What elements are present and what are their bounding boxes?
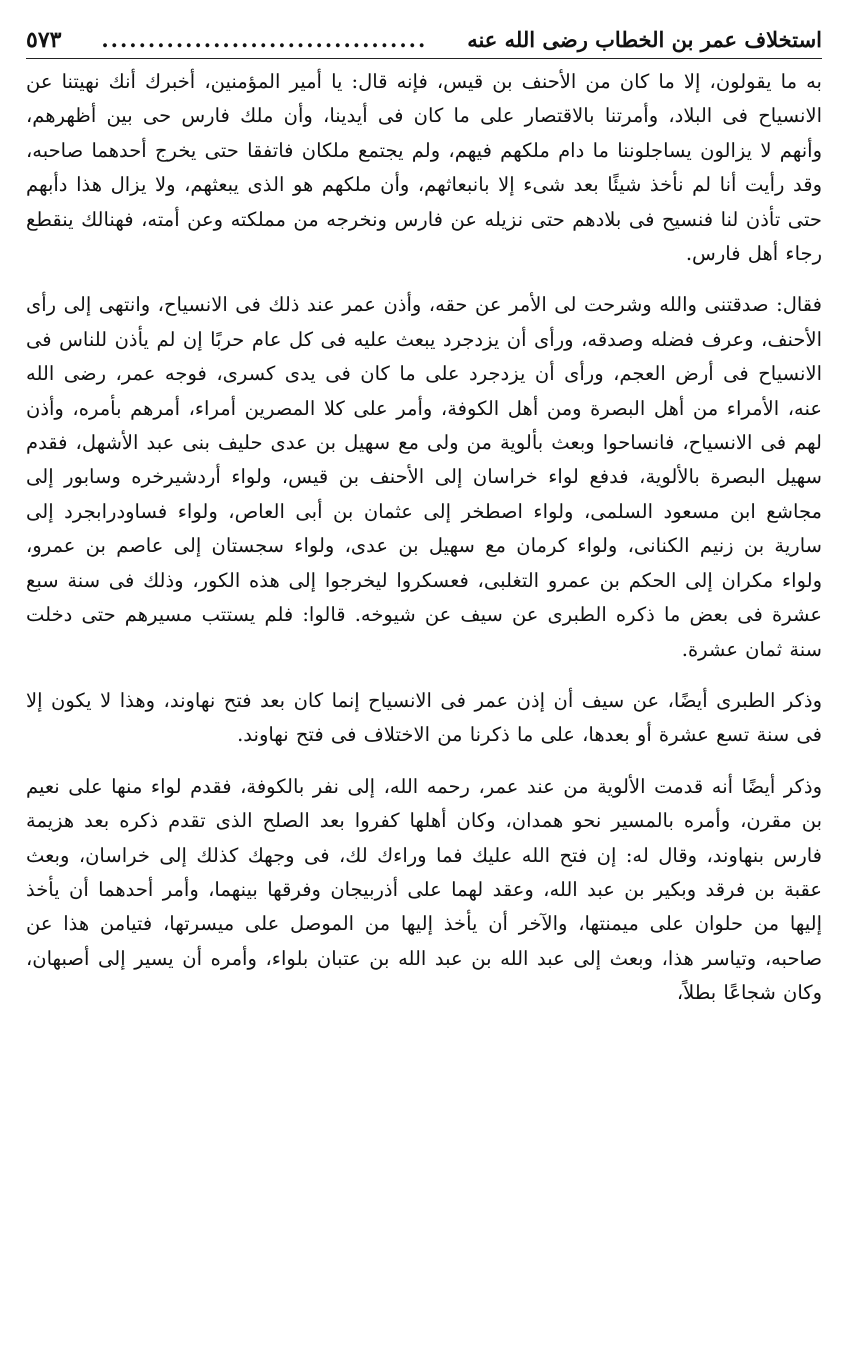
- header-dot-leader: ...................................: [101, 27, 428, 52]
- body-text: [26, 65, 822, 1011]
- paragraph-3: وذكر الطبرى أيضًا، عن سيف أن إذن عمر فى الانسياح إنما كان بعد فتح نهاوند، وهذا لا يكون إلا فى سنة تسع عشرة أو بعدها، على ما ذكرنا من الاختلاف فى فتح نهاوند.: [26, 688, 822, 747]
- book-page: [26, 24, 822, 1028]
- running-header: [26, 24, 822, 59]
- chapter-title: استخلاف عمر بن الخطاب رضى الله عنه: [467, 27, 822, 52]
- paragraph-2: فقال: صدقتنى والله وشرحت لى الأمر عن حقه، وأذن عمر عند ذلك فى الانسياح، وانتهى إلى رأى الأحنف، وعرف فضله وصدقه، ورأى أن يزدجرد يبعث عليه فى كل عام حربًا إن لم يأذن للناس فى الانسياح فى أرض العجم، ورأى أن يزدجرد على ما كان فى يدى كسرى، فوجه عمر، رضى الله عنه، الأمراء من أهل البصرة ومن أهل الكوفة، وأمر على كلا المصرين أمراء، أمرهم بأمره، وأذن لهم فى الانسياح، فانساحوا وبعث بألوية من ولى مع سهيل بن عدى حليف بنى عبد الأشهل، فقدم سهيل البصرة بالألوية، فدفع لواء خراسان إلى الأحنف بن قيس، ولواء أردشيرخره وسابور إلى مجاشع ابن مسعود السلمى، ولواء اصطخر إلى عثمان بن أبى العاص، ولواء فساودرابجرد إلى سارية بن زنيم الكنانى، ولواء كرمان مع سهيل بن عدى، ولواء سجستان إلى عاصم بن عمرو، ولواء مكران إلى الحكم بن عمرو التغلبى، فعسكروا ليخرجوا إلى هذه الكور، وذلك فى سنة سبع عشرة فى بعض ما ذكره الطبرى عن سيف عن شيوخه. قالوا: فلم يستتب مسيرهم حتى دخلت سنة ثمان عشرة.: [26, 293, 822, 661]
- paragraph-4: وذكر أيضًا أنه قدمت الألوية من عند عمر، رحمه الله، إلى نفر بالكوفة، فقدم لواء منها على نعيم بن مقرن، وأمره بالمسير نحو همدان، وكان أهلها كفروا بعد الصلح الذى تقدم ذكره بعد هزيمة فارس بنهاوند، وقال له: إن فتح الله عليك فما وراءك لك، فى وجهك كذلك إلى خراسان، وبعث عقبة بن فرقد وبكير بن عبد الله، وعقد لهما على أذربيجان وفرقها بينهما، وأمر أحدهما أن يأخذ إليها من حلوان على ميمنتها، والآخر أن يأخذ إليها من الموصل على ميسرتها، فتيامن هذا عن صاحبه، وتياسر هذا، وبعث إلى عبد الله بن عبد الله بن عتبان بلواء، وأمره أن يسير إلى أصبهان، وكان شجاعًا بطلاً،: [26, 774, 822, 1005]
- paragraph-1: به ما يقولون، إلا ما كان من الأحنف بن قيس، فإنه قال: يا أمير المؤمنين، أخبرك أنك نهيتنا عن الانسياح فى البلاد، وأمرتنا بالاقتصار على ما كان فى أيدينا، وأن ملك فارس حى بين أظهرهم، وأنهم لا يزالون يساجلوننا ما دام ملكهم فيهم، ولم يجتمع ملكان فاتفقا حتى يخرج أحدهما صاحبه، وقد رأيت أنا لم نأخذ شيئًا بعد شىء إلا بانبعاثهم، وأن ملكهم هو الذى يبعثهم، ولا يزال هذا دأبهم حتى تأذن لنا فنسيح فى بلادهم حتى نزيله عن فارس ونخرجه من مملكته وعن أمته، فهنالك ينقطع رجاء أهل فارس.: [26, 70, 822, 266]
- page-number: ٥٧٣: [26, 27, 62, 53]
